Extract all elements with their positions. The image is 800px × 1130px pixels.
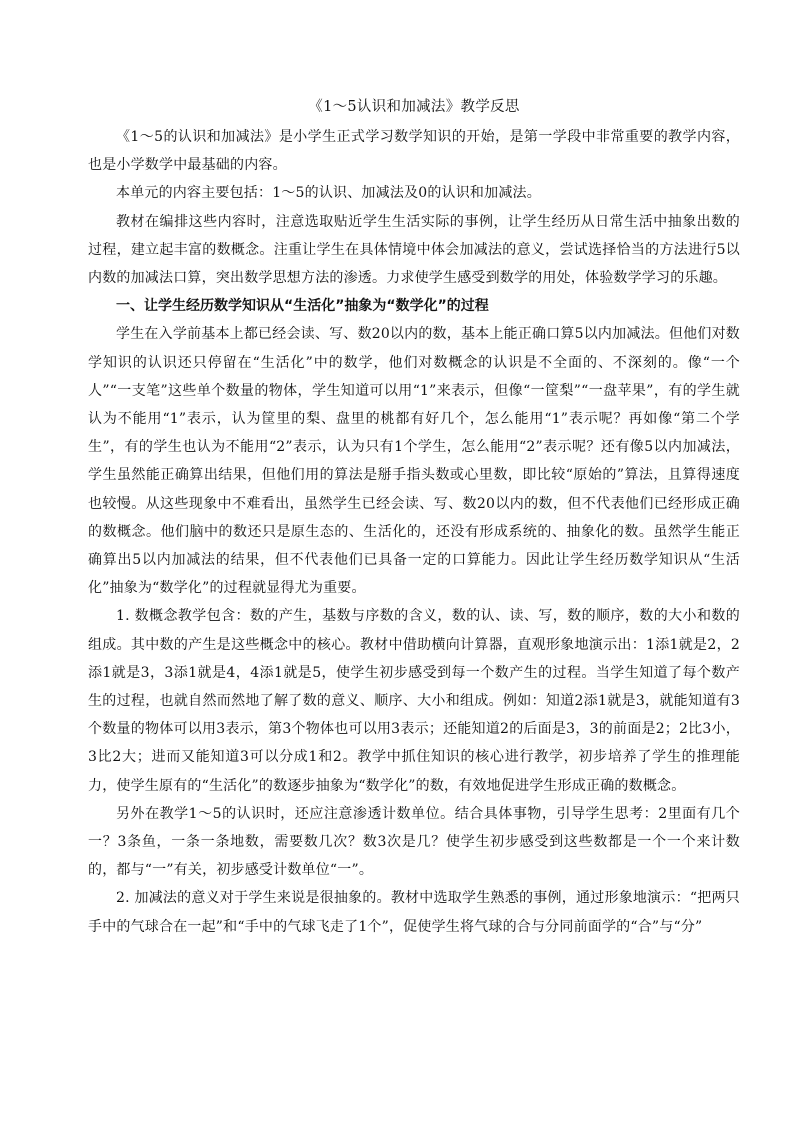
section-paragraph-3: 另外在教学1～5的认识时，还应注意渗透计数单位。结合具体事物，引导学生思考：2里面有几个一？3条鱼，一条一条地数，需要数几次？数3次是几？使学生初步感受到这些数都是一个一个来计数的，都与“一”有关，初步感受计数单位“一”。 [88, 805, 740, 879]
document-page [88, 94, 740, 941]
document-title: 《1～5认识和加减法》教学反思 [308, 99, 520, 115]
section-paragraph-2: 1. 数概念教学包含：数的产生，基数与序数的含义，数的认、读、写，数的顺序，数的大小和数的组成。其中数的产生是这些概念中的核心。教材中借助横向计算器，直观形象地演示出：1添1就是2，2添1就是3，3添1就是4，4添1就是5，使学生初步感受到每一个数产生的过程。当学生知道了每个数产生的过程，也就自然而然地了解了数的意义、顺序、大小和组成。例如：知道2添1就是3，就能知道有3个数量的物体可以用3表示，第3个物体也可以用3表示；还能知道2的后面是3，3的前面是2；2比3小，3比2大；进而又能知道3可以分成1和2。教学中抓住知识的核心进行教学，初步培养了学生的推理能力，使学生原有的“生活化”的数逐步抽象为“数学化”的数，有效地促进学生形成正确的数概念。 [88, 608, 740, 794]
intro-paragraph-1: 《1～5的认识和加减法》是小学生正式学习数学知识的开始，是第一学段中非常重要的教学内容，也是小学数学中最基础的内容。 [88, 129, 740, 174]
intro-paragraph-2: 本单元的内容主要包括：1～5的认识、加减法及0的认识和加减法。 [116, 185, 541, 202]
intro-paragraph-3: 教材在编排这些内容时，注意选取贴近学生生活实际的事例，让学生经历从日常生活中抽象出数的过程，建立起丰富的数概念。注重让学生在具体情境中体会加减法的意义，尝试选择恰当的方法进行5以内数的加减法口算，突出数学思想方法的渗透。力求使学生感受到数学的用处，体验数学学习的乐趣。 [88, 213, 740, 287]
section-paragraph-4: 2. 加减法的意义对于学生来说是很抽象的。教材中选取学生熟悉的事例，通过形象地演示：“把两只手中的气球合在一起”和“手中的气球飞走了1个”，促使学生将气球的合与分同前面学的“合”与“分” [88, 890, 740, 935]
section-paragraph-1: 学生在入学前基本上都已经会读、写、数20以内的数，基本上能正确口算5以内加减法。但他们对数学知识的认识还只停留在“生活化”中的数学，他们对数概念的认识是不全面的、不深刻的。像“一个人”“一支笔”这些单个数量的物体，学生知道可以用“1”来表示，但像“一筐梨”“一盘苹果”，有的学生就认为不能用“1”表示，认为筐里的梨、盘里的桃都有好几个，怎么能用“1”表示呢？再如像“第二个学生”，有的学生也认为不能用“2”表示，认为只有1个学生，怎么能用“2”表示呢？还有像5以内加减法，学生虽然能正确算出结果，但他们用的算法是掰手指头数或心里数，即比较“原始的”算法，且算得速度也较慢。从这些现象中不难看出，虽然学生已经会读、写、数20以内的数，但不代表他们已经形成正确的数概念。他们脑中的数还只是原生态的、生活化的，还没有形成系统的、抽象化的数。虽然学生能正确算出5以内加减法的结果，但不代表他们已具备一定的口算能力。因此让学生经历数学知识从“生活化”抽象为“数学化”的过程就显得尤为重要。 [88, 326, 740, 597]
section-heading: 一、让学生经历数学知识从“生活化”抽象为“数学化”的过程 [116, 298, 489, 315]
